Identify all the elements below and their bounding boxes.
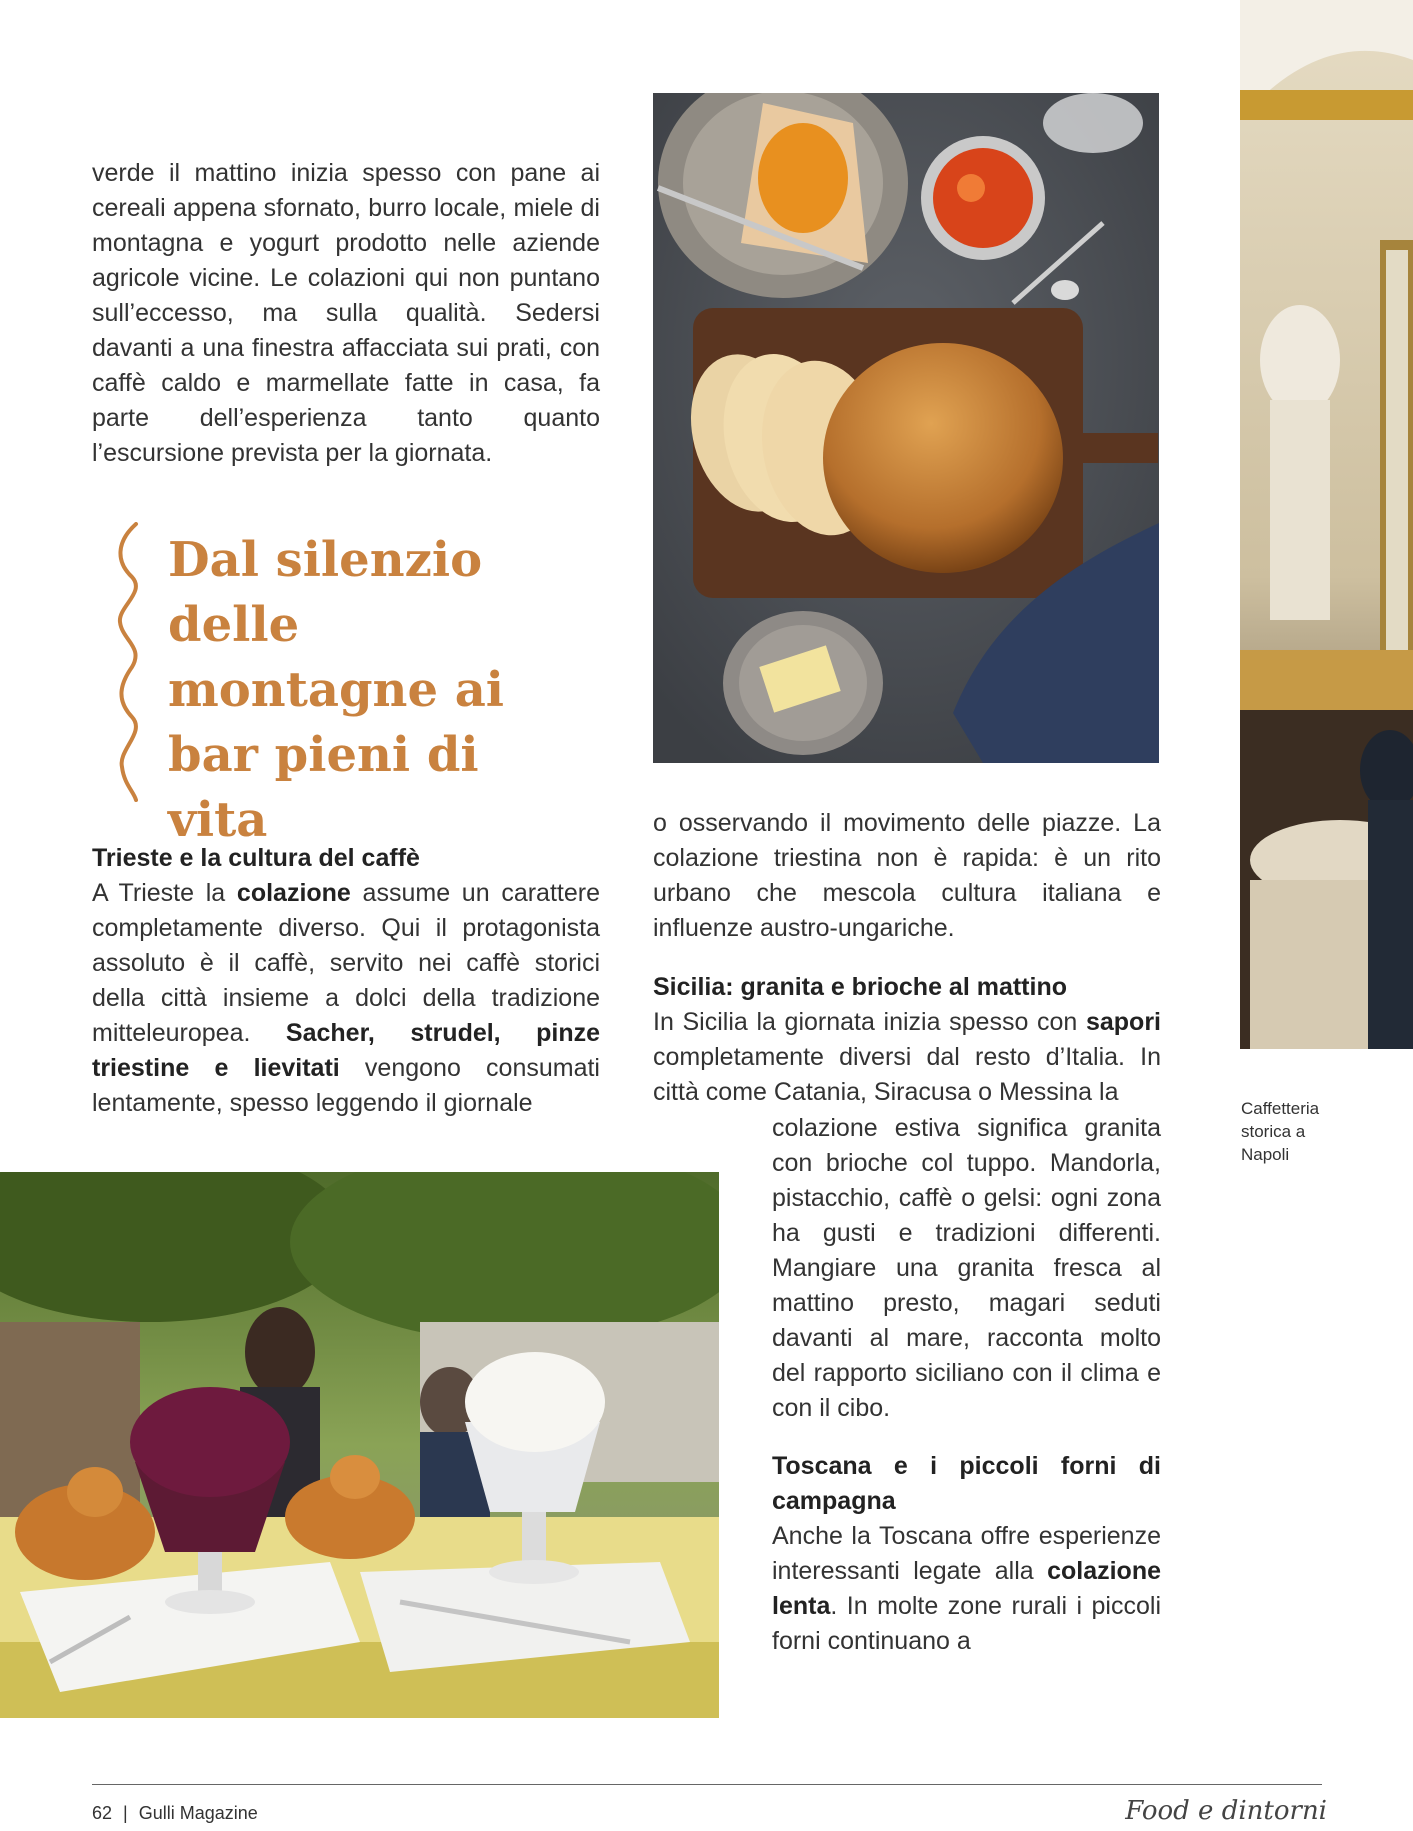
sicilia-paragraph: In Sicilia la giornata inizia spesso con sapori completamente diversi dal resto d’Italia. In città come Catania, Siracusa o Messina la <box>653 1008 1161 1106</box>
trieste-paragraph: A Trieste la colazione assume un carattere completamente diverso. Qui il protagonista assoluto è il caffè, servito nei caffè storici della città insieme a dolci della tradizione mitteleuropea. Sacher, strudel, pinze triestine e lievitati vengono consumati lentamente, spesso leggendo il giornale <box>92 879 600 1117</box>
sicilia-heading: Sicilia: granita e brioche al mattino <box>653 973 1067 1001</box>
granita-brioche-photo <box>0 1172 719 1718</box>
trieste-paragraph-continued: o osservando il movimento delle piazze. La colazione triestina non è rapida: è un rito urbano che mescola cultura italiana e influenze austro-ungariche. <box>653 809 1161 942</box>
toscana-heading: Toscana e i piccoli forni di campagna <box>772 1452 1161 1515</box>
photo-caption: Caffetteria storica a Napoli <box>1241 1099 1320 1164</box>
footer-left <box>92 1803 258 1824</box>
toscana-paragraph: Anche la Toscana offre esperienze interessanti legate alla colazione lenta. In molte zone rurali i piccoli forni continuano a <box>772 1522 1161 1655</box>
pullquote: Dal silenzio delle montagne ai bar pieni di vita <box>168 532 505 848</box>
magazine-name: Gulli Magazine <box>138 1803 258 1823</box>
trieste-heading: Trieste e la cultura del caffè <box>92 844 420 872</box>
section-name: Food e dintorni <box>1125 1796 1327 1826</box>
footer-rule <box>92 1784 1322 1785</box>
cafe-interior-photo <box>1240 0 1413 1049</box>
sicilia-paragraph-continued: colazione estiva significa granita con brioche col tuppo. Mandorla, pistacchio, caffè o gelsi: ogni zona ha gusti e tradizioni differenti. Mangiare una granita fresca al mattino presto, magari seduti davanti al mare, racconta molto del rapporto siciliano con il clima e con il cibo. <box>772 1114 1161 1422</box>
footer-separator: | <box>123 1803 128 1823</box>
page-number: 62 <box>92 1803 113 1823</box>
bread-breakfast-photo <box>653 93 1159 763</box>
wavy-bracket-icon <box>112 522 146 802</box>
intro-paragraph: verde il mattino inizia spesso con pane ai cereali appena sfornato, burro locale, miele di montagna e yogurt prodotto nelle aziende agricole vicine. Le colazioni qui non puntano sull’eccesso, ma sulla qualità. Sedersi davanti a una finestra affacciata sui prati, con caffè caldo e marmellate fatte in casa, fa parte dell’esperienza tanto quanto l’escursione prevista per la giornata. <box>92 159 600 467</box>
